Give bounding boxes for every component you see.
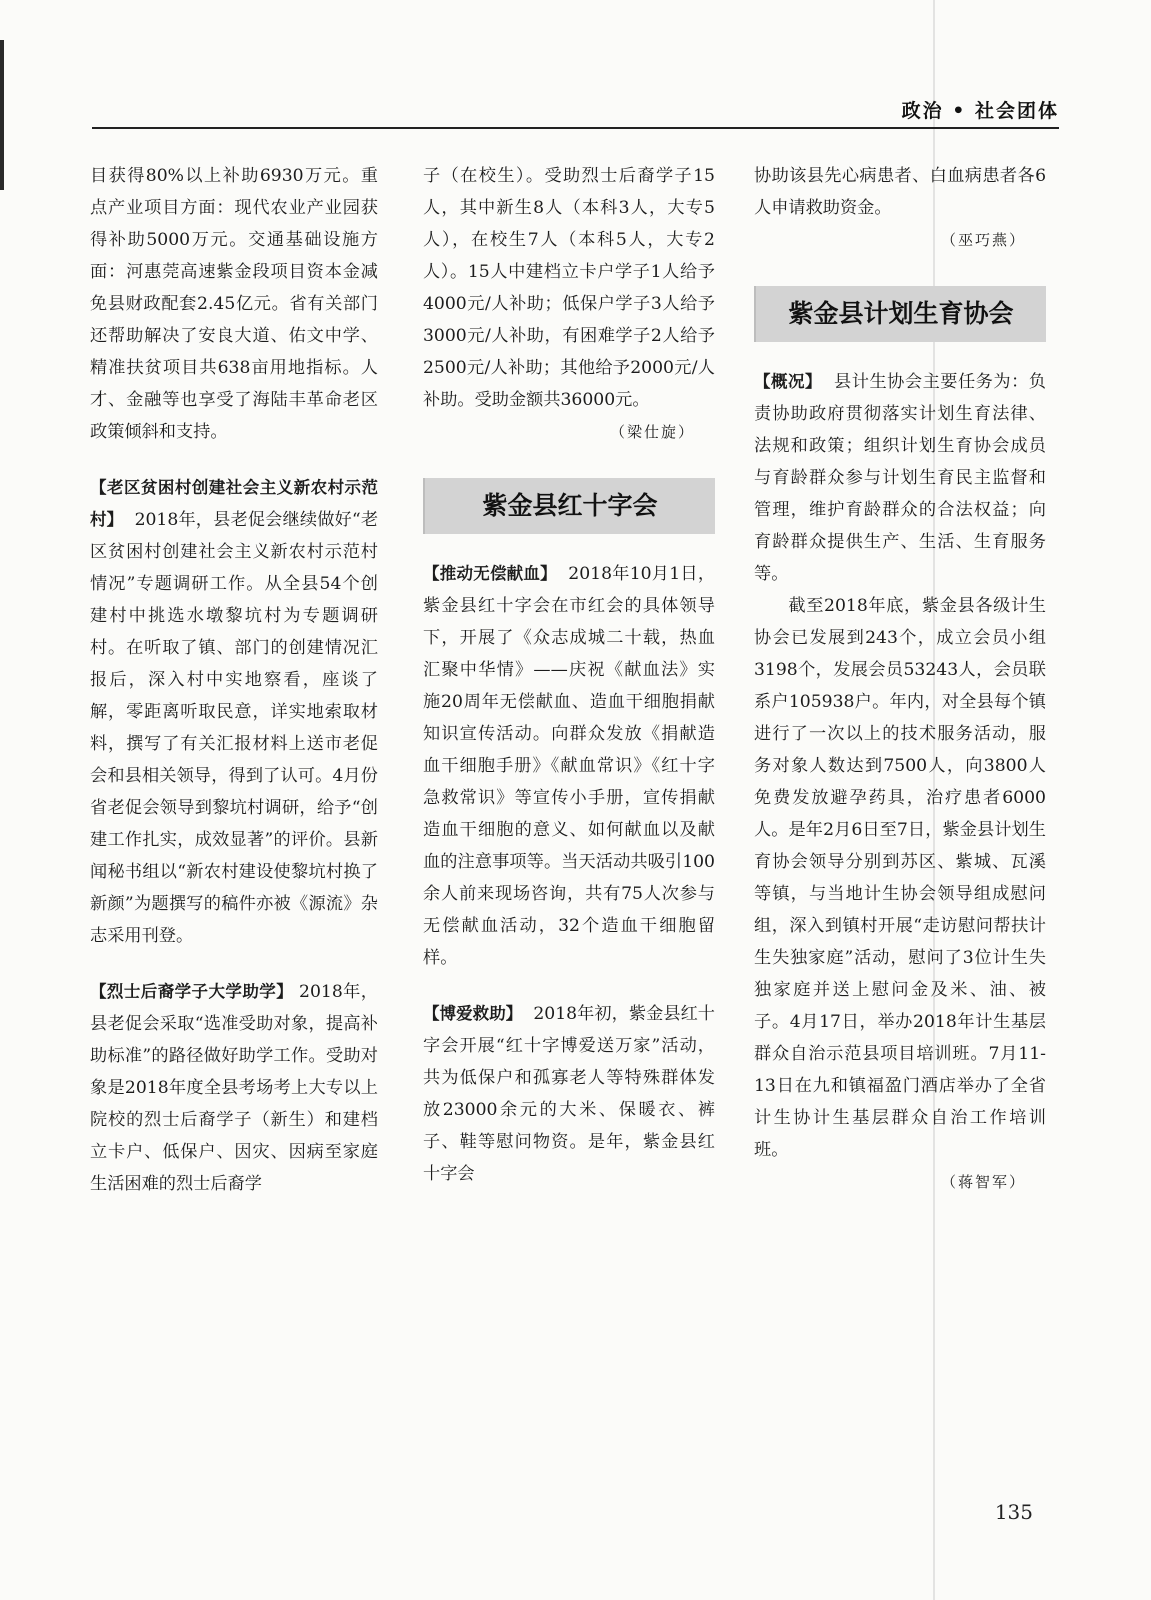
paragraph [423,998,715,1190]
column-2 [423,160,715,1190]
author-credit: （梁仕旋） [609,423,695,441]
subsection-text: 2018年初，紫金县红十字会开展“红十字博爱送万家”活动，共为低保户和孤寡老人等特殊群体发放23000余元的大米、保暖衣、裤子、鞋等慰问物资。是年，紫金县红十字会 [423,1004,715,1184]
subsection-title: 【老区贫困村创建社会主义新农村示范村】 [90,478,378,529]
paragraph: 截至2018年底，紫金县各级计生协会已发展到243个，成立会员小组3198个，发展会员53243人，会员联系户105938户。年内，对全县每个镇进行了一次以上的技术服务活动，服务对象人数达到7500人，向3800人免费发放避孕药具，治疗患者6000人。是年2月6日至7日，紫金县计划生育协会领导分别到苏区、紫城、瓦溪等镇，与当地计生协会领导组成慰问组，深入到镇村开展“走访慰问帮扶计生失独家庭”活动，慰问了3位计生失独家庭并送上慰问金及米、油、被子。4月17日，举办2018年计生基层群众自治示范县项目培训班。7月11-13日在九和镇福盈门酒店举办了全省计生协计生基层群众自治工作培训班。 [754,596,1046,1160]
running-header: 政治 • 社会团体 [901,100,1059,122]
column-3 [754,160,1046,1198]
subsection-title: 【推动无偿献血】 [423,564,557,583]
subsection-text: 县计生协会主要任务为：负责协助政府贯彻落实计划生育法律、法规和政策；组织计划生育协会成员与育龄群众参与计划生育民主监督和管理，维护育龄群众的合法权益；向育龄群众提供生产、生活、生育服务等。 [754,372,1046,584]
paragraph: 协助该县先心病患者、白血病患者各6人申请救助资金。 [754,166,1046,218]
author-credit: （蒋智军） [940,1173,1026,1191]
paragraph: 子（在校生）。受助烈士后裔学子15人，其中新生8人（本科3人，大专5人），在校生7人（本科5人，大专2人）。15人中建档立卡户学子1人给予4000元/人补助；低保户学子3人给予3000元/人补助，有困难学子2人给予2500元/人补助；其他给予2000元/人补助。受助金额共36000元。 [423,166,715,410]
paragraph [90,472,378,952]
page-number: 135 [994,1500,1033,1524]
column-1 [90,160,378,1200]
subsection-title: 【烈士后裔学子大学助学】 [90,982,294,1001]
page-edge-mark [0,40,4,190]
section-heading: 紫金县计划生育协会 [754,286,1046,342]
subsection-title: 【博爱救助】 [423,1004,523,1023]
paragraph: 目获得80%以上补助6930万元。重点产业项目方面：现代农业产业园获得补助5000万元。交通基础设施方面：河惠莞高速紫金段项目资本金减免县财政配套2.45亿元。省有关部门还帮助解决了安良大道、佑文中学、精准扶贫项目共638亩用地指标。人才、金融等也享受了海陆丰革命老区政策倾斜和支持。 [90,166,378,442]
section-heading: 紫金县红十字会 [423,478,715,534]
subsection-title: 【概况】 [754,372,823,391]
subsection-text: 2018年，县老促会继续做好“老区贫困村创建社会主义新农村示范村情况”专题调研工作。从全县54个创建村中挑选水墩黎坑村为专题调研村。在听取了镇、部门的创建情况汇报后，深入村中实地察看，座谈了解，零距离听取民意，详实地索取材料，撰写了有关汇报材料上送市老促会和县相关领导，得到了认可。4月份省老促会领导到黎坑村调研，给予“创建工作扎实，成效显著”的评价。县新闻秘书组以“新农村建设使黎坑村换了新颜”为题撰写的稿件亦被《源流》杂志采用刊登。 [90,510,379,946]
header-rule [92,127,1059,129]
subsection-text: 2018年10月1日，紫金县红十字会在市红会的具体领导下，开展了《众志成城二十载，热血汇聚中华情》——庆祝《献血法》实施20周年无偿献血、造血干细胞捐献知识宣传活动。向群众发放《捐献造血干细胞手册》《献血常识》《红十字急救常识》等宣传小手册，宣传捐献造血干细胞的意义、如何献血以及献血的注意事项等。当天活动共吸引100余人前来现场咨询，共有75人次参与无偿献血活动，32个造血干细胞留样。 [423,564,716,968]
paragraph [754,366,1046,590]
paragraph [90,976,378,1200]
subsection-text: 2018年，县老促会采取“选准受助对象，提高补助标准”的路径做好助学工作。受助对象是2018年度全县考场考上大专以上院校的烈士后裔学子（新生）和建档立卡户、低保户、因灾、因病至家庭生活困难的烈士后裔学 [90,982,378,1194]
author-credit: （巫巧燕） [940,231,1026,249]
paragraph [423,558,715,974]
